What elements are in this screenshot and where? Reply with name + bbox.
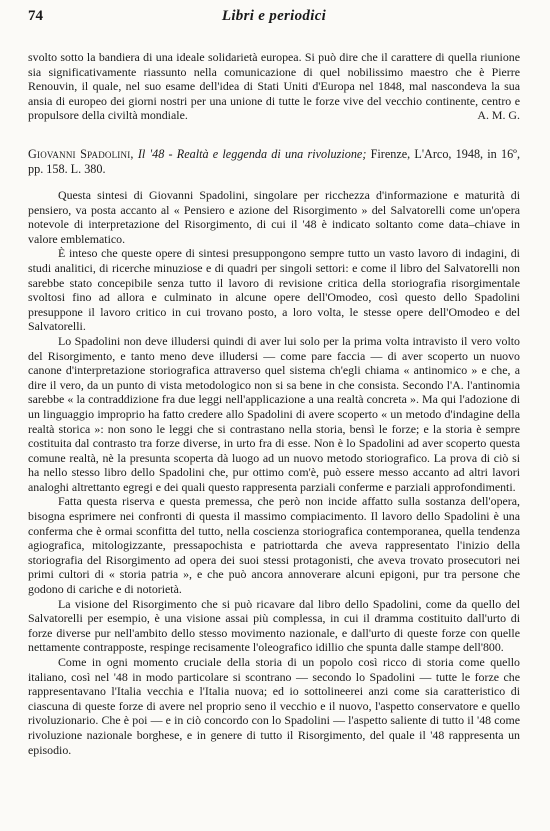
- page-number: 74: [28, 8, 43, 24]
- review-body: [28, 188, 520, 757]
- review-publication-info: Firenze, L'Arco, 1948, in 16º, pp. 158. L. 380.: [28, 147, 521, 176]
- review-citation: [28, 147, 520, 177]
- review-paragraph: Lo Spadolini non deve illudersi quindi di aver lui solo per la prima volta intravisto il vero volto del Risorgimento, e tanto meno deve illudersi — come pare faccia — di aver scoperto un nuovo canone d'interpretazione storiografica attraverso quel sistema ch'egli chiama « antinomico » e che, a dire il vero, da un punto di vista metodologico non si sa bene in che consista. Secondo l'A. l'antinomia sarebbe « la contraddizione fra due leggi nell'applicazione a una realtà concreta ». Ma qui l'adozione di un linguaggio improprio ha fatto credere allo Spadolini di avere scoperto « un metodo d'indagine della realtà storica »: non sono le leggi che si contrastano nella storia, bensì le forze; e la storia è sempre costituita dal contrasto tra forze diverse, in urto fra di esse. Non è lo Spadolini ad aver scoperto questa comune realtà, nè la presunta scoperta dà luogo ad un nuovo metodo storiografico. La prova di ciò si ha nello stesso libro dello Spadolini che, pur ottimo com'è, può essere messo accanto ad altri lavori analoghi altrettanto egregi e dei quali questo rappresenta parziali conferme e parziali approfondimenti.: [28, 333, 520, 494]
- intro-paragraph: svolto sotto la bandiera di una ideale solidarietà europea. Si può dire che il carattere di quella riunione sia significativamente riassunto nella comunicazione di quel nobilissimo maestro che è Pierre Renouvin, il quale, nel suo esame dell'idea di Stati Uniti d'Europa nel 1848, mal nascondeva la sua ansia di europeo dei giorni nostri per una unione di tutte le forze vive del vecchio continente, centro e propulsore della civiltà mondiale.: [28, 50, 520, 123]
- running-title: Libri e periodici: [221, 8, 327, 24]
- review-book-title: Il '48 - Realtà e leggenda di una rivoluzione;: [137, 147, 367, 161]
- review-paragraph: Fatta questa riserva e questa premessa, che però non incide affatto sulla sostanza dell'opera, bisogna esprimere nei confronti di questa il massimo compiacimento. Il lavoro dello Spadolini è una conferma che è ormai sconfitta del tutto, nella coscienza storiografica contemporanea, quella tendenza agiografica, mitologizzante, pressapochista e patriottarda che aveva rappresentato l'inizio della storiografia del Risorgimento ad opera dei suoi stessi protagonisti, che aveva trovato prosecutori nei primi cultori di « storia patria », e che può ancora annoverare alcuni epigoni, pur tra persone che godono di cariche e di notorietà.: [28, 494, 520, 597]
- review-author: Giovanni Spadolini,: [28, 147, 134, 161]
- page-header: [28, 8, 520, 28]
- review-paragraph: È inteso che queste opere di sintesi presuppongono sempre tutto un vasto lavoro di indagini, di studi analitici, di ricerche minuziose e di quadri per singoli settori: e come il libro del Salvatorelli non sarebbe stato concepibile senza tutto il lavoro di revisione critica della storiografia risorgimentale svoltosi fino ad allora e culminato in alcune opere dell'Omodeo, così questo dello Spadolini presuppone il lavoro critico in cui trovano posto, a loro volta, le stesse opere dell'Omodeo e del Salvatorelli.: [28, 246, 520, 334]
- review-paragraph: Questa sintesi di Giovanni Spadolini, singolare per ricchezza d'informazione e maturità di pensiero, va posta accanto al « Pensiero e azione del Risorgimento » del Salvatorelli come un'opera notevole di interpretazione del Risorgimento, di cui il '48 è indicato soltanto come data–chiave in valore emblematico.: [28, 188, 520, 246]
- review-paragraph: La visione del Risorgimento che si può ricavare dal libro dello Spadolini, come da quello del Salvatorelli per esempio, è una visione assai più complessa, in cui il dramma costituito dall'urto di forze diverse pur nell'ambito dello stesso movimento nazionale, e dall'urto di queste forze con quelle nettamente contrapposte, respinge recisamente l'oleografico idillio che spunta dalle stampe dell'800.: [28, 596, 520, 655]
- review-paragraph: Come in ogni momento cruciale della storia di un popolo così ricco di storia come quello italiano, così nel '48 in modo particolare si scontrano — secondo lo Spadolini — tutte le forze che rappresentavano l'Italia vecchia e l'Italia nuova; ed io sottolineerei anzi come sia caratteristico di ciascuna di queste forze di avere nel proprio seno il vecchio e il nuovo, l'aspetto conservatore e quello rivoluzionario. Che è poi — e in ciò concordo con lo Spadolini — l'aspetto saliente di tutto il '48 come rivoluzione nazionale borghese, e in genere di tutto il Risorgimento, del quale il '48 rappresenta un episodio.: [28, 655, 520, 757]
- intro-continuation: [28, 50, 520, 123]
- author-signature: A. M. G.: [477, 108, 520, 123]
